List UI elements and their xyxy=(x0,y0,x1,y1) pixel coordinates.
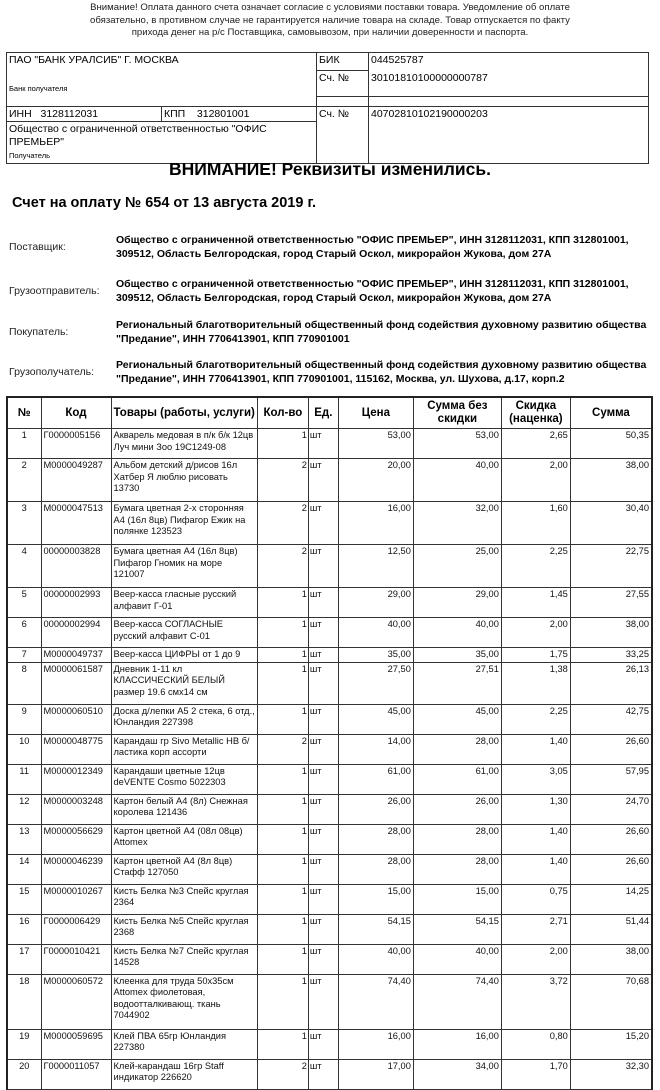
account-label: Сч. № xyxy=(317,106,369,163)
item-sum: 26,60 xyxy=(570,734,652,764)
item-unit: шт xyxy=(308,545,338,588)
item-unit: шт xyxy=(308,944,338,974)
kpp-value: 312801001 xyxy=(196,107,250,120)
table-row xyxy=(7,618,652,648)
item-discount: 1,40 xyxy=(501,824,570,854)
row-number: 2 xyxy=(7,459,41,502)
items-table xyxy=(6,396,653,1090)
item-discount: 1,38 xyxy=(501,662,570,704)
item-sum: 42,75 xyxy=(570,704,652,734)
item-sum: 26,60 xyxy=(570,854,652,884)
item-sum-no-discount: 61,00 xyxy=(413,764,501,794)
item-name: Веер-касса СОГЛАСНЫЕ русский алфавит С-01 xyxy=(111,618,257,648)
table-row xyxy=(7,1059,652,1089)
item-code: 00000002993 xyxy=(41,588,111,618)
item-sum: 51,44 xyxy=(570,914,652,944)
inn-cell xyxy=(7,106,162,121)
table-row xyxy=(7,764,652,794)
item-qty: 1 xyxy=(257,662,308,704)
item-qty: 1 xyxy=(257,429,308,459)
item-name: Акварель медовая в п/к б/к 12цв Луч мини Зоо 19С1249-08 xyxy=(111,429,257,459)
table-row xyxy=(7,734,652,764)
party-value: Общество с ограниченной ответственностью "ОФИС ПРЕМЬЕР", ИНН 3128112031, КПП 312801001, 309512, Область Белгородская, город Старый Оскол, микрорайон Жукова, дом 27А xyxy=(116,234,629,260)
item-price: 26,00 xyxy=(338,794,413,824)
item-discount: 2,00 xyxy=(501,618,570,648)
item-code: М0000049737 xyxy=(41,648,111,663)
row-number: 16 xyxy=(7,914,41,944)
bik-label: БИК xyxy=(317,53,369,71)
row-number: 20 xyxy=(7,1059,41,1089)
item-sum: 15,20 xyxy=(570,1029,652,1059)
party-supplier xyxy=(9,233,654,261)
party-value: Региональный благотворительный общественный фонд содействия духовному развитию общества "Предание", ИНН 7706413901, КПП 770901001, 115162, Москва, ул. Шухова, д.17, корп.2 xyxy=(116,359,647,385)
col-header-goods: Товары (работы, услуги) xyxy=(111,397,257,429)
item-price: 12,50 xyxy=(338,545,413,588)
item-sum: 22,75 xyxy=(570,545,652,588)
item-qty: 1 xyxy=(257,588,308,618)
item-unit: шт xyxy=(308,588,338,618)
recipient-label: Получатель xyxy=(9,150,50,160)
corr-account-label: Сч. № xyxy=(317,71,369,97)
item-name: Кисть Белка №7 Спейс круглая 14528 xyxy=(111,944,257,974)
item-price: 45,00 xyxy=(338,704,413,734)
item-discount: 2,65 xyxy=(501,429,570,459)
col-header-code: Код xyxy=(41,397,111,429)
inn-value: 3128112031 xyxy=(40,107,99,120)
table-row xyxy=(7,1029,652,1059)
bank-label-cell xyxy=(7,85,317,95)
item-discount: 2,25 xyxy=(501,545,570,588)
item-price: 54,15 xyxy=(338,914,413,944)
item-discount: 3,05 xyxy=(501,764,570,794)
item-name: Веер-касса гласные русский алфавит Г-01 xyxy=(111,588,257,618)
item-sum: 27,55 xyxy=(570,588,652,618)
item-qty: 2 xyxy=(257,545,308,588)
table-row xyxy=(7,704,652,734)
item-name: Доска д/лепки А5 2 стека, 6 отд., Юнландия 227398 xyxy=(111,704,257,734)
item-price: 16,00 xyxy=(338,1029,413,1059)
item-name: Карандаши цветные 12цв deVENTE Cosmo 5022303 xyxy=(111,764,257,794)
item-name: Клей-карандаш 16гр Staff индикатор 226620 xyxy=(111,1059,257,1089)
item-sum-no-discount: 26,00 xyxy=(413,794,501,824)
item-qty: 1 xyxy=(257,1029,308,1059)
item-qty: 1 xyxy=(257,914,308,944)
item-code: М0000049287 xyxy=(41,459,111,502)
item-price: 40,00 xyxy=(338,618,413,648)
item-price: 40,00 xyxy=(338,944,413,974)
col-header-unit: Ед. xyxy=(308,397,338,429)
attention-heading: ВНИМАНИЕ! Реквизиты изменились. xyxy=(169,159,491,179)
item-unit: шт xyxy=(308,429,338,459)
row-number: 14 xyxy=(7,854,41,884)
item-code: 00000002994 xyxy=(41,618,111,648)
item-unit: шт xyxy=(308,734,338,764)
row-number: 18 xyxy=(7,974,41,1029)
item-name: Альбом детский д/рисов 16л Хатбер Я люблю рисовать 13730 xyxy=(111,459,257,502)
item-code: М0000046239 xyxy=(41,854,111,884)
table-row xyxy=(7,502,652,545)
item-code: М0000059695 xyxy=(41,1029,111,1059)
item-qty: 1 xyxy=(257,618,308,648)
item-qty: 1 xyxy=(257,884,308,914)
col-header-sum: Сумма xyxy=(570,397,652,429)
row-number: 11 xyxy=(7,764,41,794)
item-unit: шт xyxy=(308,764,338,794)
table-row xyxy=(7,662,652,704)
item-qty: 1 xyxy=(257,944,308,974)
item-unit: шт xyxy=(308,854,338,884)
item-sum: 24,70 xyxy=(570,794,652,824)
item-price: 35,00 xyxy=(338,648,413,663)
notice-line-3: прихода денег на р/с Поставщика, самовывозом, при наличии доверенности и паспорта. xyxy=(131,27,529,38)
item-code: М0000056629 xyxy=(41,824,111,854)
inn-label: ИНН xyxy=(9,107,32,120)
table-row xyxy=(7,944,652,974)
bank-details-table xyxy=(6,52,649,164)
row-number: 9 xyxy=(7,704,41,734)
item-code: М0000048775 xyxy=(41,734,111,764)
item-name: Клей ПВА 65гр Юнландия 227380 xyxy=(111,1029,257,1059)
item-sum: 30,40 xyxy=(570,502,652,545)
item-price: 29,00 xyxy=(338,588,413,618)
row-number: 19 xyxy=(7,1029,41,1059)
payment-notice xyxy=(60,2,600,40)
corr-account-value: 30101810100000000787 xyxy=(369,71,649,97)
party-buyer xyxy=(9,318,654,346)
col-header-price: Цена xyxy=(338,397,413,429)
table-row xyxy=(7,429,652,459)
item-qty: 1 xyxy=(257,854,308,884)
recipient-cell xyxy=(7,121,317,163)
item-unit: шт xyxy=(308,704,338,734)
item-unit: шт xyxy=(308,662,338,704)
item-sum-no-discount: 35,00 xyxy=(413,648,501,663)
party-label: Покупатель: xyxy=(9,326,69,338)
item-unit: шт xyxy=(308,914,338,944)
party-consignee xyxy=(9,358,654,386)
item-qty: 2 xyxy=(257,734,308,764)
table-row xyxy=(7,884,652,914)
item-discount: 1,45 xyxy=(501,588,570,618)
item-unit: шт xyxy=(308,794,338,824)
item-price: 16,00 xyxy=(338,502,413,545)
item-sum-no-discount: 45,00 xyxy=(413,704,501,734)
table-row xyxy=(7,545,652,588)
item-name: Клеенка для труда 50х35см Attomex фиолетовая, водоотталкивающ. ткань 7044902 xyxy=(111,974,257,1029)
item-unit: шт xyxy=(308,1029,338,1059)
item-sum: 26,60 xyxy=(570,824,652,854)
item-sum-no-discount: 28,00 xyxy=(413,824,501,854)
row-number: 3 xyxy=(7,502,41,545)
row-number: 7 xyxy=(7,648,41,663)
bank-name: ПАО "БАНК УРАЛСИБ" Г. МОСКВА xyxy=(9,54,179,66)
row-number: 15 xyxy=(7,884,41,914)
account-value: 40702810102190000203 xyxy=(369,106,649,163)
item-name: Картон цветной А4 (08л 08цв) Attomex xyxy=(111,824,257,854)
item-qty: 1 xyxy=(257,764,308,794)
item-price: 28,00 xyxy=(338,824,413,854)
table-row xyxy=(7,914,652,944)
table-row xyxy=(7,854,652,884)
item-discount: 1,60 xyxy=(501,502,570,545)
item-qty: 1 xyxy=(257,794,308,824)
party-label: Грузоотправитель: xyxy=(9,285,100,297)
item-sum: 50,35 xyxy=(570,429,652,459)
item-price: 14,00 xyxy=(338,734,413,764)
row-number: 5 xyxy=(7,588,41,618)
table-row xyxy=(7,824,652,854)
recipient-name: Общество с ограниченной ответственностью "ОФИС ПРЕМЬЕР" xyxy=(9,122,267,148)
item-sum: 14,25 xyxy=(570,884,652,914)
item-discount: 1,75 xyxy=(501,648,570,663)
item-discount: 2,00 xyxy=(501,944,570,974)
item-name: Дневник 1-11 кл КЛАССИЧЕСКИЙ БЕЛЫЙ размер 19.6 смх14 см xyxy=(111,662,257,704)
notice-line-2: обязательно, в противном случае не гарантируется наличие товара на складе. Товар отпускается по факту xyxy=(90,14,570,26)
col-header-discount: Скидка (наценка) xyxy=(501,397,570,429)
item-qty: 2 xyxy=(257,459,308,502)
item-discount: 1,40 xyxy=(501,854,570,884)
item-name: Картон цветной А4 (8л 8цв) Стафф 127050 xyxy=(111,854,257,884)
item-unit: шт xyxy=(308,884,338,914)
kpp-label: КПП xyxy=(164,107,186,120)
row-number: 10 xyxy=(7,734,41,764)
item-sum: 57,95 xyxy=(570,764,652,794)
item-sum: 70,68 xyxy=(570,974,652,1029)
item-name: Веер-касса ЦИФРЫ от 1 до 9 xyxy=(111,648,257,663)
item-qty: 1 xyxy=(257,974,308,1029)
party-value: Региональный благотворительный общественный фонд содействия духовному развитию общества "Предание", ИНН 7706413901, КПП 770901001 xyxy=(116,319,647,345)
item-sum-no-discount: 27,51 xyxy=(413,662,501,704)
item-unit: шт xyxy=(308,618,338,648)
item-code: Г0000010421 xyxy=(41,944,111,974)
item-price: 74,40 xyxy=(338,974,413,1029)
item-discount: 2,00 xyxy=(501,459,570,502)
item-sum: 38,00 xyxy=(570,944,652,974)
item-code: Г0000011057 xyxy=(41,1059,111,1089)
item-unit: шт xyxy=(308,824,338,854)
row-number: 8 xyxy=(7,662,41,704)
item-code: М0000012349 xyxy=(41,764,111,794)
item-discount: 1,40 xyxy=(501,734,570,764)
row-number: 12 xyxy=(7,794,41,824)
item-sum: 26,13 xyxy=(570,662,652,704)
party-label: Поставщик: xyxy=(9,241,66,253)
item-sum: 38,00 xyxy=(570,459,652,502)
item-discount: 0,80 xyxy=(501,1029,570,1059)
row-number: 13 xyxy=(7,824,41,854)
item-sum-no-discount: 25,00 xyxy=(413,545,501,588)
item-qty: 2 xyxy=(257,502,308,545)
item-price: 15,00 xyxy=(338,884,413,914)
table-row xyxy=(7,648,652,663)
col-header-qty: Кол-во xyxy=(257,397,308,429)
item-unit: шт xyxy=(308,648,338,663)
item-name: Кисть Белка №3 Спейс круглая 2364 xyxy=(111,884,257,914)
item-code: Г0000005156 xyxy=(41,429,111,459)
item-sum: 38,00 xyxy=(570,618,652,648)
item-unit: шт xyxy=(308,1059,338,1089)
item-discount: 1,30 xyxy=(501,794,570,824)
table-row xyxy=(7,974,652,1029)
item-sum-no-discount: 53,00 xyxy=(413,429,501,459)
item-name: Картон белый А4 (8л) Снежная королева 121436 xyxy=(111,794,257,824)
item-sum-no-discount: 28,00 xyxy=(413,854,501,884)
item-price: 61,00 xyxy=(338,764,413,794)
item-sum-no-discount: 40,00 xyxy=(413,459,501,502)
item-code: М0000060510 xyxy=(41,704,111,734)
item-name: Карандаш гр Sivo Metallic HB б/ластика корп ассорти xyxy=(111,734,257,764)
row-number: 4 xyxy=(7,545,41,588)
item-code: М0000010267 xyxy=(41,884,111,914)
bik-value: 044525787 xyxy=(369,53,649,71)
item-unit: шт xyxy=(308,502,338,545)
item-code: М0000060572 xyxy=(41,974,111,1029)
item-qty: 1 xyxy=(257,704,308,734)
item-code: 00000003828 xyxy=(41,545,111,588)
item-discount: 2,71 xyxy=(501,914,570,944)
item-sum-no-discount: 40,00 xyxy=(413,944,501,974)
row-number: 1 xyxy=(7,429,41,459)
col-header-number: № xyxy=(7,397,41,429)
item-name: Бумага цветная А4 (16л 8цв) Пифагор Гномик на море 121007 xyxy=(111,545,257,588)
item-sum-no-discount: 16,00 xyxy=(413,1029,501,1059)
item-sum-no-discount: 32,00 xyxy=(413,502,501,545)
invoice-title: Счет на оплату № 654 от 13 августа 2019 г. xyxy=(12,195,317,211)
item-code: М0000003248 xyxy=(41,794,111,824)
item-qty: 2 xyxy=(257,1059,308,1089)
item-unit: шт xyxy=(308,459,338,502)
notice-line-1: Внимание! Оплата данного счета означает согласие с условиями поставки товара. Уведомление об оплате xyxy=(90,2,570,13)
item-price: 27,50 xyxy=(338,662,413,704)
item-qty: 1 xyxy=(257,648,308,663)
item-discount: 0,75 xyxy=(501,884,570,914)
kpp-cell xyxy=(162,106,317,121)
item-discount: 2,25 xyxy=(501,704,570,734)
item-unit: шт xyxy=(308,974,338,1029)
item-qty: 1 xyxy=(257,824,308,854)
table-row xyxy=(7,794,652,824)
row-number: 17 xyxy=(7,944,41,974)
item-code: М0000061587 xyxy=(41,662,111,704)
table-row xyxy=(7,588,652,618)
item-name: Кисть Белка №5 Спейс круглая 2368 xyxy=(111,914,257,944)
item-name: Бумага цветная 2-х сторонняя А4 (16л 8цв) Пифагор Ежик на полянке 123523 xyxy=(111,502,257,545)
item-code: Г0000006429 xyxy=(41,914,111,944)
table-header-row xyxy=(7,397,652,429)
item-sum-no-discount: 74,40 xyxy=(413,974,501,1029)
item-price: 20,00 xyxy=(338,459,413,502)
col-header-sum-no-discount: Сумма без скидки xyxy=(413,397,501,429)
bank-recipient-label: Банк получателя xyxy=(9,83,68,93)
row-number: 6 xyxy=(7,618,41,648)
party-label: Грузополучатель: xyxy=(9,366,95,378)
item-sum: 33,25 xyxy=(570,648,652,663)
item-sum-no-discount: 29,00 xyxy=(413,588,501,618)
table-row xyxy=(7,459,652,502)
item-price: 17,00 xyxy=(338,1059,413,1089)
item-price: 28,00 xyxy=(338,854,413,884)
item-discount: 1,70 xyxy=(501,1059,570,1089)
party-shipper xyxy=(9,277,654,305)
item-sum-no-discount: 40,00 xyxy=(413,618,501,648)
item-price: 53,00 xyxy=(338,429,413,459)
item-sum: 32,30 xyxy=(570,1059,652,1089)
item-sum-no-discount: 28,00 xyxy=(413,734,501,764)
item-discount: 3,72 xyxy=(501,974,570,1029)
item-sum-no-discount: 15,00 xyxy=(413,884,501,914)
item-sum-no-discount: 54,15 xyxy=(413,914,501,944)
item-sum-no-discount: 34,00 xyxy=(413,1059,501,1089)
item-code: М0000047513 xyxy=(41,502,111,545)
party-value: Общество с ограниченной ответственностью "ОФИС ПРЕМЬЕР", ИНН 3128112031, КПП 312801001, 309512, Область Белгородская, город Старый Оскол, микрорайон Жукова, дом 27А xyxy=(116,278,629,304)
